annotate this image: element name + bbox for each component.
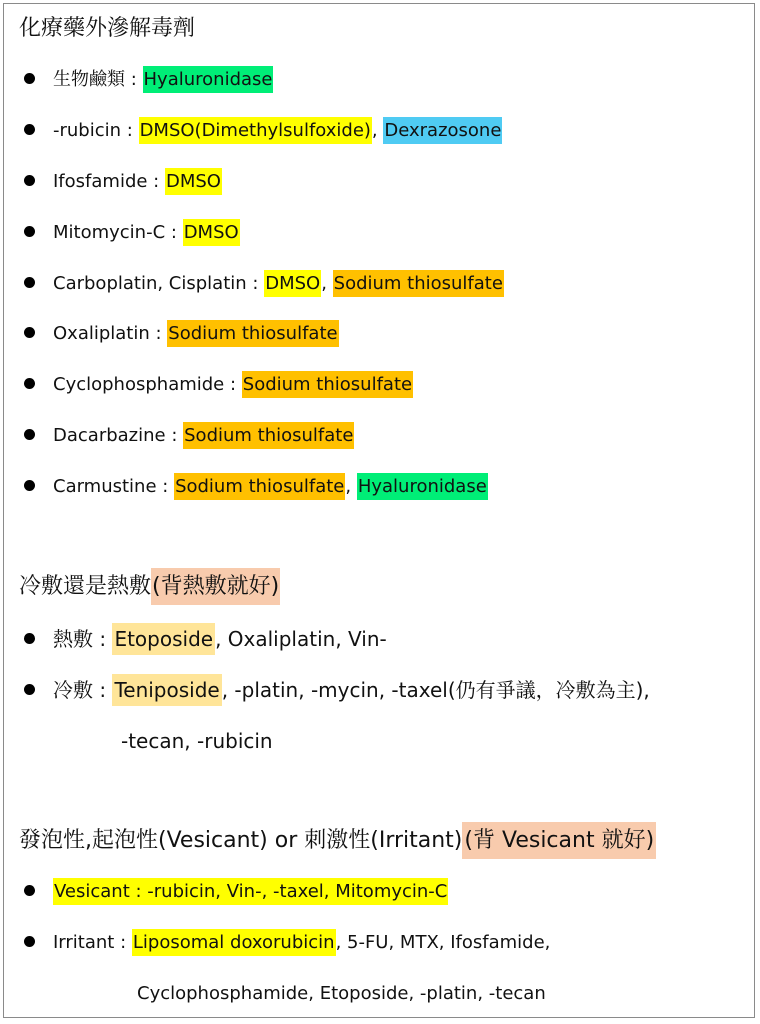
antidote-row [24, 66, 273, 94]
antidote-row [24, 168, 222, 196]
vesicant-heading [19, 826, 656, 856]
antidote-name: Sodium thiosulfate [167, 320, 338, 347]
separator: : [246, 273, 265, 294]
drug-name: Oxaliplatin [53, 323, 150, 344]
vesicant-row [24, 878, 448, 906]
drug-name: Dacarbazine [53, 425, 166, 446]
separator: : [165, 425, 184, 446]
cold-continuation: -tecan, -rubicin [121, 729, 273, 753]
drug-name: Ifosfamide [53, 171, 148, 192]
vesicant-line: Vesicant : -rubicin, Vin-, -taxel, Mitomycin-C [53, 878, 448, 905]
bullet-icon [24, 378, 35, 389]
bullet-icon [24, 277, 35, 288]
separator: : [165, 222, 183, 243]
antidote-row [24, 473, 488, 501]
vesicant-heading-text: 發泡性,起泡性(Vesicant) or 刺激性(Irritant) [19, 828, 463, 853]
antidote-name: Sodium thiosulfate [174, 473, 345, 500]
irritant-rest: , 5-FU, MTX, Ifosfamide, [335, 932, 551, 953]
antidote-row [24, 371, 413, 399]
drug-name: 生物鹼類 [53, 69, 125, 90]
cold-rest: , -platin, -mycin, -taxel(仍有爭議，冷敷為主), [221, 678, 650, 702]
separator: : [156, 476, 175, 497]
antidote-name: Sodium thiosulfate [183, 422, 354, 449]
separator: : [149, 323, 168, 344]
antidote-row [24, 219, 240, 247]
separator: , [345, 476, 357, 497]
drug-name: Cyclophosphamide [53, 374, 225, 395]
bullet-icon [24, 327, 35, 338]
drug-name: Mitomycin-C [53, 222, 166, 243]
antidote-name: DMSO [165, 168, 222, 195]
cold-compress-row [24, 674, 650, 706]
page-title: 化療藥外滲解毒劑 [19, 16, 196, 41]
antidote-name: Hyaluronidase [357, 473, 488, 500]
bullet-icon [24, 633, 35, 644]
antidote-name: Sodium thiosulfate [242, 371, 413, 398]
antidote-name: Hyaluronidase [143, 66, 274, 93]
vesicant-heading-note: (背 Vesicant 就好) [462, 822, 656, 859]
irritant-label: Irritant [53, 932, 115, 953]
bullet-icon [24, 175, 35, 186]
cold-sep: : [93, 678, 113, 702]
antidote-row [24, 422, 354, 450]
irritant-continuation: Cyclophosphamide, Etoposide, -platin, -tecan [137, 983, 546, 1004]
separator: : [147, 171, 165, 192]
antidote-row [24, 270, 504, 298]
bullet-icon [24, 885, 35, 896]
hot-sep: : [93, 627, 113, 651]
antidote-name: DMSO(Dimethylsulfoxide) [139, 117, 372, 144]
separator: : [224, 374, 242, 395]
bullet-icon [24, 936, 35, 947]
hot-compress-row [24, 623, 387, 655]
cold-label: 冷敷 [53, 678, 93, 702]
antidote-name: Dexrazosone [383, 117, 502, 144]
separator: , [321, 273, 333, 294]
compress-heading [19, 572, 280, 602]
irritant-sep: : [114, 932, 132, 953]
compress-heading-note: (背熱敷就好) [151, 568, 280, 605]
antidote-row [24, 117, 502, 145]
hot-label: 熱敷 [53, 627, 93, 651]
separator: , [371, 120, 384, 141]
antidote-name: Sodium thiosulfate [333, 270, 504, 297]
irritant-first-drug: Liposomal doxorubicin [132, 929, 336, 956]
bullet-icon [24, 73, 35, 84]
irritant-row [24, 929, 550, 957]
drug-name: Carboplatin, Cisplatin [53, 273, 247, 294]
compress-heading-text: 冷敷還是熱敷 [19, 574, 152, 599]
separator: : [121, 120, 139, 141]
antidote-name: DMSO [183, 219, 240, 246]
hot-rest: , Oxaliplatin, Vin- [215, 627, 387, 651]
bullet-icon [24, 429, 35, 440]
bullet-icon [24, 480, 35, 491]
separator: : [125, 69, 143, 90]
document-frame [3, 3, 755, 1018]
bullet-icon [24, 226, 35, 237]
bullet-icon [24, 124, 35, 135]
antidote-name: DMSO [264, 270, 321, 297]
drug-name: -rubicin [53, 120, 122, 141]
antidote-row [24, 320, 339, 348]
bullet-icon [24, 684, 35, 695]
drug-name: Carmustine [53, 476, 157, 497]
hot-first-drug: Etoposide [112, 623, 215, 655]
cold-first-drug: Teniposide [112, 674, 221, 706]
